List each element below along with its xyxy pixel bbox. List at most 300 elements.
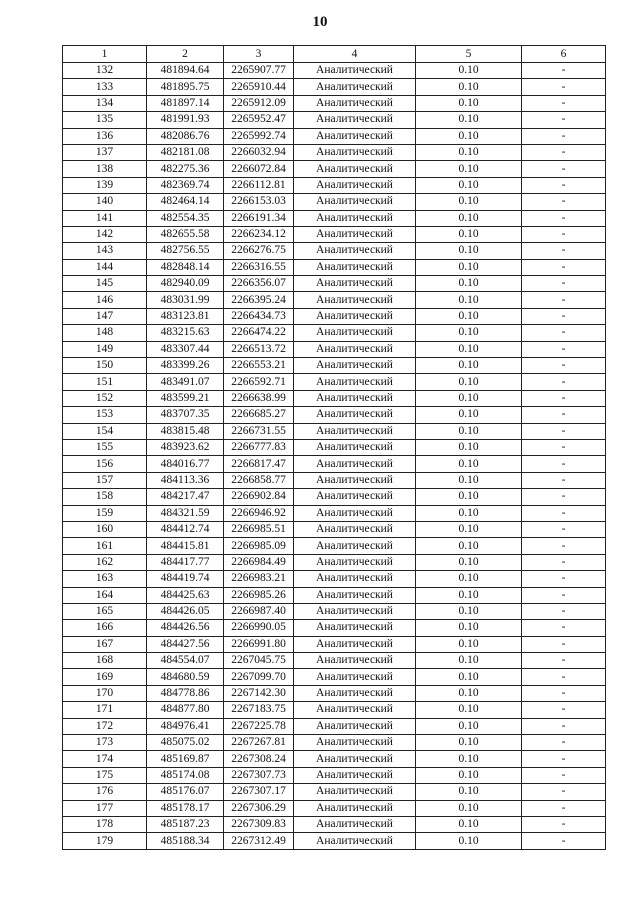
method-cell: Аналитический — [294, 489, 416, 505]
point-number-cell: 166 — [63, 620, 147, 636]
method-cell: Аналитический — [294, 767, 416, 783]
y-coordinate-cell: 2266434.73 — [224, 308, 294, 324]
point-number-cell: 136 — [63, 128, 147, 144]
y-coordinate-cell: 2266858.77 — [224, 472, 294, 488]
y-coordinate-cell: 2266990.05 — [224, 620, 294, 636]
point-number-cell: 132 — [63, 63, 147, 79]
accuracy-cell: 0.10 — [416, 685, 522, 701]
method-cell: Аналитический — [294, 784, 416, 800]
table-body — [63, 63, 606, 850]
y-coordinate-cell: 2266592.71 — [224, 374, 294, 390]
method-cell: Аналитический — [294, 210, 416, 226]
y-coordinate-cell: 2266191.34 — [224, 210, 294, 226]
x-coordinate-cell: 484427.56 — [147, 636, 224, 652]
x-coordinate-cell: 484016.77 — [147, 456, 224, 472]
point-number-cell: 143 — [63, 243, 147, 259]
accuracy-cell: 0.10 — [416, 456, 522, 472]
x-coordinate-cell: 484419.74 — [147, 571, 224, 587]
point-number-cell: 149 — [63, 341, 147, 357]
note-cell: - — [522, 636, 606, 652]
note-cell: - — [522, 423, 606, 439]
y-coordinate-cell: 2266991.80 — [224, 636, 294, 652]
point-number-cell: 145 — [63, 276, 147, 292]
x-coordinate-cell: 484778.86 — [147, 685, 224, 701]
method-cell: Аналитический — [294, 751, 416, 767]
method-cell: Аналитический — [294, 161, 416, 177]
note-cell: - — [522, 735, 606, 751]
x-coordinate-cell: 485178.17 — [147, 800, 224, 816]
method-cell: Аналитический — [294, 554, 416, 570]
table-row — [63, 702, 606, 718]
accuracy-cell: 0.10 — [416, 472, 522, 488]
table-row — [63, 210, 606, 226]
table-row — [63, 620, 606, 636]
y-coordinate-cell: 2265992.74 — [224, 128, 294, 144]
x-coordinate-cell: 482464.14 — [147, 194, 224, 210]
note-cell: - — [522, 325, 606, 341]
x-coordinate-cell: 485169.87 — [147, 751, 224, 767]
point-number-cell: 165 — [63, 603, 147, 619]
accuracy-cell: 0.10 — [416, 341, 522, 357]
y-coordinate-cell: 2266946.92 — [224, 505, 294, 521]
note-cell: - — [522, 292, 606, 308]
y-coordinate-cell: 2266553.21 — [224, 358, 294, 374]
column-header: 5 — [416, 46, 522, 63]
point-number-cell: 170 — [63, 685, 147, 701]
note-cell: - — [522, 259, 606, 275]
accuracy-cell: 0.10 — [416, 423, 522, 439]
note-cell: - — [522, 407, 606, 423]
accuracy-cell: 0.10 — [416, 325, 522, 341]
table-row — [63, 653, 606, 669]
method-cell: Аналитический — [294, 833, 416, 849]
method-cell: Аналитический — [294, 128, 416, 144]
y-coordinate-cell: 2266395.24 — [224, 292, 294, 308]
accuracy-cell: 0.10 — [416, 63, 522, 79]
column-header: 3 — [224, 46, 294, 63]
accuracy-cell: 0.10 — [416, 505, 522, 521]
note-cell: - — [522, 112, 606, 128]
y-coordinate-cell: 2266985.26 — [224, 587, 294, 603]
y-coordinate-cell: 2266731.55 — [224, 423, 294, 439]
y-coordinate-cell: 2267142.30 — [224, 685, 294, 701]
method-cell: Аналитический — [294, 669, 416, 685]
accuracy-cell: 0.10 — [416, 194, 522, 210]
point-number-cell: 142 — [63, 226, 147, 242]
method-cell: Аналитический — [294, 456, 416, 472]
note-cell: - — [522, 767, 606, 783]
x-coordinate-cell: 482655.58 — [147, 226, 224, 242]
table-row — [63, 259, 606, 275]
method-cell: Аналитический — [294, 603, 416, 619]
accuracy-cell: 0.10 — [416, 390, 522, 406]
method-cell: Аналитический — [294, 112, 416, 128]
x-coordinate-cell: 482181.08 — [147, 144, 224, 160]
table-row — [63, 144, 606, 160]
point-number-cell: 179 — [63, 833, 147, 849]
table-row — [63, 800, 606, 816]
x-coordinate-cell: 484554.07 — [147, 653, 224, 669]
method-cell: Аналитический — [294, 341, 416, 357]
point-number-cell: 164 — [63, 587, 147, 603]
y-coordinate-cell: 2266638.99 — [224, 390, 294, 406]
point-number-cell: 146 — [63, 292, 147, 308]
table-row — [63, 767, 606, 783]
point-number-cell: 172 — [63, 718, 147, 734]
accuracy-cell: 0.10 — [416, 439, 522, 455]
table-row — [63, 784, 606, 800]
accuracy-cell: 0.10 — [416, 226, 522, 242]
table-row — [63, 358, 606, 374]
method-cell: Аналитический — [294, 636, 416, 652]
point-number-cell: 163 — [63, 571, 147, 587]
table-row — [63, 554, 606, 570]
accuracy-cell: 0.10 — [416, 800, 522, 816]
x-coordinate-cell: 483031.99 — [147, 292, 224, 308]
y-coordinate-cell: 2266985.51 — [224, 521, 294, 537]
method-cell: Аналитический — [294, 505, 416, 521]
y-coordinate-cell: 2267307.17 — [224, 784, 294, 800]
table-row — [63, 505, 606, 521]
x-coordinate-cell: 484426.56 — [147, 620, 224, 636]
table-row — [63, 95, 606, 111]
point-number-cell: 158 — [63, 489, 147, 505]
accuracy-cell: 0.10 — [416, 308, 522, 324]
table-row — [63, 587, 606, 603]
accuracy-cell: 0.10 — [416, 292, 522, 308]
x-coordinate-cell: 484877.80 — [147, 702, 224, 718]
x-coordinate-cell: 484412.74 — [147, 521, 224, 537]
note-cell: - — [522, 489, 606, 505]
note-cell: - — [522, 128, 606, 144]
point-number-cell: 167 — [63, 636, 147, 652]
table-row — [63, 341, 606, 357]
y-coordinate-cell: 2266513.72 — [224, 341, 294, 357]
note-cell: - — [522, 194, 606, 210]
accuracy-cell: 0.10 — [416, 718, 522, 734]
point-number-cell: 141 — [63, 210, 147, 226]
x-coordinate-cell: 484976.41 — [147, 718, 224, 734]
table-row — [63, 194, 606, 210]
table-row — [63, 472, 606, 488]
method-cell: Аналитический — [294, 423, 416, 439]
column-header: 2 — [147, 46, 224, 63]
y-coordinate-cell: 2267225.78 — [224, 718, 294, 734]
y-coordinate-cell: 2266983.21 — [224, 571, 294, 587]
x-coordinate-cell: 483399.26 — [147, 358, 224, 374]
method-cell: Аналитический — [294, 587, 416, 603]
accuracy-cell: 0.10 — [416, 144, 522, 160]
note-cell: - — [522, 276, 606, 292]
accuracy-cell: 0.10 — [416, 521, 522, 537]
method-cell: Аналитический — [294, 816, 416, 832]
accuracy-cell: 0.10 — [416, 669, 522, 685]
point-number-cell: 156 — [63, 456, 147, 472]
method-cell: Аналитический — [294, 374, 416, 390]
note-cell: - — [522, 685, 606, 701]
method-cell: Аналитический — [294, 292, 416, 308]
table-row — [63, 423, 606, 439]
x-coordinate-cell: 484425.63 — [147, 587, 224, 603]
accuracy-cell: 0.10 — [416, 784, 522, 800]
y-coordinate-cell: 2266817.47 — [224, 456, 294, 472]
point-number-cell: 176 — [63, 784, 147, 800]
note-cell: - — [522, 308, 606, 324]
table-row — [63, 636, 606, 652]
y-coordinate-cell: 2265907.77 — [224, 63, 294, 79]
y-coordinate-cell: 2267306.29 — [224, 800, 294, 816]
point-number-cell: 137 — [63, 144, 147, 160]
x-coordinate-cell: 485188.34 — [147, 833, 224, 849]
note-cell: - — [522, 161, 606, 177]
y-coordinate-cell: 2267099.70 — [224, 669, 294, 685]
column-header: 4 — [294, 46, 416, 63]
x-coordinate-cell: 484113.36 — [147, 472, 224, 488]
accuracy-cell: 0.10 — [416, 538, 522, 554]
table-row — [63, 603, 606, 619]
y-coordinate-cell: 2266987.40 — [224, 603, 294, 619]
method-cell: Аналитический — [294, 718, 416, 734]
table-row — [63, 308, 606, 324]
accuracy-cell: 0.10 — [416, 407, 522, 423]
table-row — [63, 833, 606, 849]
table-row — [63, 751, 606, 767]
point-number-cell: 154 — [63, 423, 147, 439]
note-cell: - — [522, 79, 606, 95]
note-cell: - — [522, 521, 606, 537]
x-coordinate-cell: 484417.77 — [147, 554, 224, 570]
y-coordinate-cell: 2266474.22 — [224, 325, 294, 341]
note-cell: - — [522, 702, 606, 718]
table-row — [63, 521, 606, 537]
y-coordinate-cell: 2266984.49 — [224, 554, 294, 570]
note-cell: - — [522, 833, 606, 849]
note-cell: - — [522, 669, 606, 685]
accuracy-cell: 0.10 — [416, 587, 522, 603]
accuracy-cell: 0.10 — [416, 161, 522, 177]
accuracy-cell: 0.10 — [416, 489, 522, 505]
y-coordinate-cell: 2266153.03 — [224, 194, 294, 210]
x-coordinate-cell: 482940.09 — [147, 276, 224, 292]
x-coordinate-cell: 483923.62 — [147, 439, 224, 455]
x-coordinate-cell: 482848.14 — [147, 259, 224, 275]
accuracy-cell: 0.10 — [416, 603, 522, 619]
method-cell: Аналитический — [294, 538, 416, 554]
note-cell: - — [522, 620, 606, 636]
note-cell: - — [522, 784, 606, 800]
table-row — [63, 325, 606, 341]
x-coordinate-cell: 483815.48 — [147, 423, 224, 439]
method-cell: Аналитический — [294, 472, 416, 488]
accuracy-cell: 0.10 — [416, 79, 522, 95]
y-coordinate-cell: 2265910.44 — [224, 79, 294, 95]
note-cell: - — [522, 603, 606, 619]
y-coordinate-cell: 2266902.84 — [224, 489, 294, 505]
y-coordinate-cell: 2266356.07 — [224, 276, 294, 292]
y-coordinate-cell: 2267308.24 — [224, 751, 294, 767]
x-coordinate-cell: 482086.76 — [147, 128, 224, 144]
x-coordinate-cell: 482756.55 — [147, 243, 224, 259]
accuracy-cell: 0.10 — [416, 177, 522, 193]
table-row — [63, 292, 606, 308]
accuracy-cell: 0.10 — [416, 816, 522, 832]
accuracy-cell: 0.10 — [416, 243, 522, 259]
point-number-cell: 169 — [63, 669, 147, 685]
note-cell: - — [522, 456, 606, 472]
point-number-cell: 144 — [63, 259, 147, 275]
table-row — [63, 538, 606, 554]
note-cell: - — [522, 571, 606, 587]
point-number-cell: 135 — [63, 112, 147, 128]
accuracy-cell: 0.10 — [416, 735, 522, 751]
point-number-cell: 162 — [63, 554, 147, 570]
accuracy-cell: 0.10 — [416, 374, 522, 390]
x-coordinate-cell: 484415.81 — [147, 538, 224, 554]
method-cell: Аналитический — [294, 358, 416, 374]
method-cell: Аналитический — [294, 521, 416, 537]
note-cell: - — [522, 226, 606, 242]
method-cell: Аналитический — [294, 226, 416, 242]
accuracy-cell: 0.10 — [416, 636, 522, 652]
point-number-cell: 160 — [63, 521, 147, 537]
table-row — [63, 735, 606, 751]
point-number-cell: 178 — [63, 816, 147, 832]
page-number: 10 — [312, 14, 328, 30]
x-coordinate-cell: 481991.93 — [147, 112, 224, 128]
method-cell: Аналитический — [294, 390, 416, 406]
x-coordinate-cell: 485176.07 — [147, 784, 224, 800]
x-coordinate-cell: 484680.59 — [147, 669, 224, 685]
x-coordinate-cell: 483491.07 — [147, 374, 224, 390]
note-cell: - — [522, 538, 606, 554]
table-row — [63, 79, 606, 95]
y-coordinate-cell: 2267267.81 — [224, 735, 294, 751]
table-row — [63, 816, 606, 832]
note-cell: - — [522, 587, 606, 603]
x-coordinate-cell: 485174.08 — [147, 767, 224, 783]
accuracy-cell: 0.10 — [416, 112, 522, 128]
point-number-cell: 173 — [63, 735, 147, 751]
table-row — [63, 439, 606, 455]
x-coordinate-cell: 484321.59 — [147, 505, 224, 521]
point-number-cell: 171 — [63, 702, 147, 718]
method-cell: Аналитический — [294, 259, 416, 275]
accuracy-cell: 0.10 — [416, 128, 522, 144]
method-cell: Аналитический — [294, 144, 416, 160]
x-coordinate-cell: 481894.64 — [147, 63, 224, 79]
method-cell: Аналитический — [294, 308, 416, 324]
point-number-cell: 155 — [63, 439, 147, 455]
point-number-cell: 157 — [63, 472, 147, 488]
accuracy-cell: 0.10 — [416, 358, 522, 374]
table-row — [63, 374, 606, 390]
accuracy-cell: 0.10 — [416, 767, 522, 783]
accuracy-cell: 0.10 — [416, 620, 522, 636]
table-row — [63, 112, 606, 128]
note-cell: - — [522, 177, 606, 193]
method-cell: Аналитический — [294, 243, 416, 259]
point-number-cell: 177 — [63, 800, 147, 816]
point-number-cell: 153 — [63, 407, 147, 423]
x-coordinate-cell: 483599.21 — [147, 390, 224, 406]
table-row — [63, 685, 606, 701]
table-row — [63, 226, 606, 242]
note-cell: - — [522, 374, 606, 390]
table-row — [63, 489, 606, 505]
note-cell: - — [522, 816, 606, 832]
table-row — [63, 571, 606, 587]
accuracy-cell: 0.10 — [416, 276, 522, 292]
table-header-row — [63, 46, 606, 63]
table-row — [63, 718, 606, 734]
y-coordinate-cell: 2266234.12 — [224, 226, 294, 242]
y-coordinate-cell: 2266032.94 — [224, 144, 294, 160]
method-cell: Аналитический — [294, 653, 416, 669]
table-row — [63, 243, 606, 259]
accuracy-cell: 0.10 — [416, 554, 522, 570]
table-row — [63, 276, 606, 292]
note-cell: - — [522, 751, 606, 767]
x-coordinate-cell: 484426.05 — [147, 603, 224, 619]
note-cell: - — [522, 439, 606, 455]
method-cell: Аналитический — [294, 735, 416, 751]
method-cell: Аналитический — [294, 702, 416, 718]
point-number-cell: 148 — [63, 325, 147, 341]
note-cell: - — [522, 800, 606, 816]
point-number-cell: 168 — [63, 653, 147, 669]
method-cell: Аналитический — [294, 620, 416, 636]
y-coordinate-cell: 2266112.81 — [224, 177, 294, 193]
note-cell: - — [522, 144, 606, 160]
table-row — [63, 456, 606, 472]
y-coordinate-cell: 2266985.09 — [224, 538, 294, 554]
note-cell: - — [522, 95, 606, 111]
table-row — [63, 63, 606, 79]
x-coordinate-cell: 481895.75 — [147, 79, 224, 95]
method-cell: Аналитический — [294, 800, 416, 816]
x-coordinate-cell: 484217.47 — [147, 489, 224, 505]
note-cell: - — [522, 390, 606, 406]
point-number-cell: 175 — [63, 767, 147, 783]
note-cell: - — [522, 243, 606, 259]
y-coordinate-cell: 2266072.84 — [224, 161, 294, 177]
accuracy-cell: 0.10 — [416, 95, 522, 111]
note-cell: - — [522, 653, 606, 669]
y-coordinate-cell: 2267183.75 — [224, 702, 294, 718]
method-cell: Аналитический — [294, 439, 416, 455]
point-number-cell: 161 — [63, 538, 147, 554]
accuracy-cell: 0.10 — [416, 702, 522, 718]
method-cell: Аналитический — [294, 63, 416, 79]
method-cell: Аналитический — [294, 571, 416, 587]
point-number-cell: 140 — [63, 194, 147, 210]
point-number-cell: 139 — [63, 177, 147, 193]
y-coordinate-cell: 2267309.83 — [224, 816, 294, 832]
method-cell: Аналитический — [294, 95, 416, 111]
accuracy-cell: 0.10 — [416, 259, 522, 275]
note-cell: - — [522, 472, 606, 488]
x-coordinate-cell: 483215.63 — [147, 325, 224, 341]
point-number-cell: 138 — [63, 161, 147, 177]
table-row — [63, 161, 606, 177]
note-cell: - — [522, 63, 606, 79]
x-coordinate-cell: 485075.02 — [147, 735, 224, 751]
table-row — [63, 128, 606, 144]
accuracy-cell: 0.10 — [416, 833, 522, 849]
accuracy-cell: 0.10 — [416, 210, 522, 226]
x-coordinate-cell: 481897.14 — [147, 95, 224, 111]
table-row — [63, 177, 606, 193]
